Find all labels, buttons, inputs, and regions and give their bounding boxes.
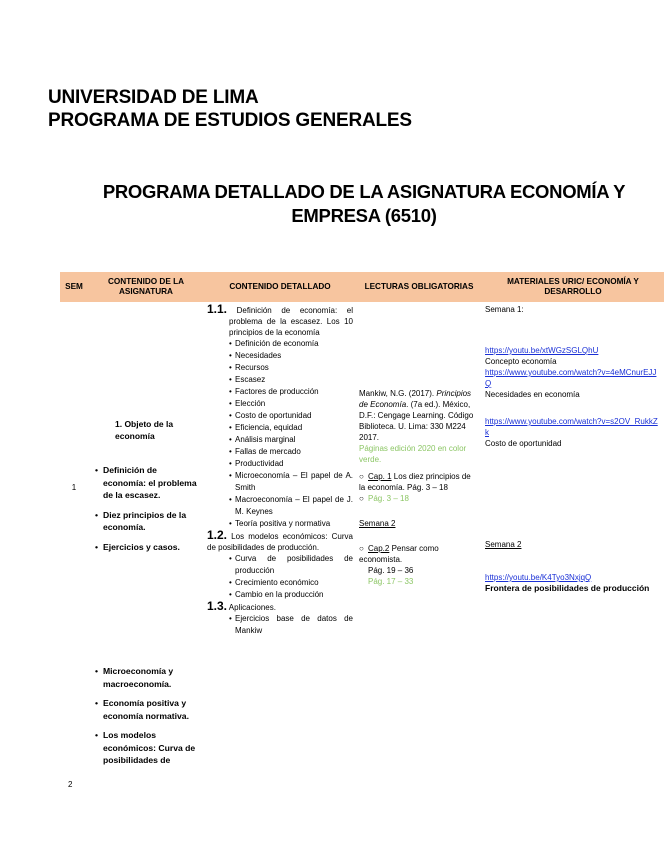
header-line-program: PROGRAMA DE ESTUDIOS GENERALES xyxy=(48,110,412,131)
week-1-label: Semana 1: xyxy=(485,305,524,314)
chapter-1-green: ○ Pág. 3 – 18 xyxy=(359,494,409,503)
link-label: Concepto economía xyxy=(485,357,557,366)
sem-cell xyxy=(60,302,88,776)
video-link-opportunity-cost[interactable]: https://www.youtube.com/watch?v=s2OV_RukkZk xyxy=(485,417,658,437)
list-item: • Economía positiva y economía normativa. xyxy=(91,697,201,722)
sem-number: 1 xyxy=(71,483,77,492)
green-note: Páginas edición 2020 en color verde. xyxy=(359,444,467,464)
table-row xyxy=(60,302,664,776)
section-text: Definición de economía: el problema de la escasez. Los 10 principios de la economía xyxy=(229,306,353,337)
list-item: • Ejercicios y casos. xyxy=(91,541,201,554)
header-contenido-detallado: CONTENIDO DETALLADO xyxy=(204,272,356,302)
list-item: • Necesidades xyxy=(225,350,353,362)
unit-title: 1. Objeto de la economía xyxy=(115,419,174,441)
reference-author: Mankiw, N.G. (2017). xyxy=(359,389,437,398)
chapter-2-green-pages: Pág. 17 – 33 xyxy=(368,577,414,586)
sem-number-2: 2 xyxy=(68,780,73,789)
link-label: Costo de oportunidad xyxy=(485,439,562,448)
list-item: • Recursos xyxy=(225,362,353,374)
header-contenido: CONTENIDO DE LA ASIGNATURA xyxy=(88,272,204,302)
list-item: • Escasez xyxy=(225,374,353,386)
link-label: Necesidades en economía xyxy=(485,390,580,399)
list-item: • Teoría positiva y normativa xyxy=(225,518,353,530)
section-number: 1.1. xyxy=(207,302,228,316)
list-item: • Curva de posibilidades de producción xyxy=(225,553,353,577)
list-item: • Factores de producción xyxy=(225,386,353,398)
chapter-1-label: Cap. 1 xyxy=(368,472,392,481)
document-title: PROGRAMA DETALLADO DE LA ASIGNATURA ECONOMÍA Y EMPRESA (6510) xyxy=(102,181,626,226)
list-item: • Macroeconomía – El papel de J. M. Keynes xyxy=(225,494,353,518)
chapter-2-text: Pensar como economista. xyxy=(359,544,439,564)
list-item: • Ejercicios base de datos de Mankiw xyxy=(225,613,353,637)
university-header xyxy=(48,86,412,132)
header-materiales: MATERIALES URIC/ ECONOMÍA Y DESARROLLO xyxy=(482,272,664,302)
list-item: • Costo de oportunidad xyxy=(225,410,353,422)
section-text: Aplicaciones. xyxy=(228,603,276,612)
table-header-row xyxy=(60,272,664,302)
section-items xyxy=(207,338,353,530)
header-line-university: UNIVERSIDAD DE LIMA xyxy=(48,87,259,108)
list-item: • Microeconomía – El papel de A. Smith xyxy=(225,470,353,494)
course-content-cell xyxy=(88,302,204,776)
video-link-concept[interactable]: https://youtu.be/xtWGzSGLQhU xyxy=(485,346,599,355)
program-table xyxy=(60,272,664,776)
section-1-2 xyxy=(207,530,353,601)
chapter-1-text: Los diez principios de la economía. Pág. 3 – 18 xyxy=(359,472,471,492)
list-item: • Productividad xyxy=(225,458,353,470)
section-1-3 xyxy=(207,601,353,637)
content-list-week2 xyxy=(91,665,201,767)
list-item: • Microeconomía y macroeconomía. xyxy=(91,665,201,690)
chapter-2-label: Cap.2 xyxy=(368,544,390,553)
chapter-1-green-pages: Pág. 3 – 18 xyxy=(368,494,409,503)
section-items xyxy=(207,613,353,637)
materials-cell xyxy=(482,302,664,776)
link-label: Frontera de posibilidades de producción xyxy=(485,583,650,593)
list-item: • Eficiencia, equidad xyxy=(225,422,353,434)
list-item: • Elección xyxy=(225,398,353,410)
reference-book-title: Principios de Economía xyxy=(359,389,472,409)
chapter-1: ○ Cap. 1 Los diez principios de la economía. Pág. 3 – 18 xyxy=(359,472,471,492)
reference xyxy=(359,388,479,443)
content-list xyxy=(91,464,201,553)
reference-details: . (7a ed.). México, D.F.: Cengage Learning. Código Biblioteca. U. Lima: 330 M224 2017. xyxy=(359,400,474,442)
list-item: • Crecimiento económico xyxy=(225,577,353,589)
list-item: • Los modelos económicos: Curva de posibilidades de xyxy=(91,729,201,767)
week-2-label: Semana 2 xyxy=(359,519,396,528)
list-item: • Definición de economía xyxy=(225,338,353,350)
section-number: 1.3. xyxy=(207,599,228,613)
header-lecturas: LECTURAS OBLIGATORIAS xyxy=(356,272,482,302)
section-number: 1.2. xyxy=(207,528,228,542)
list-item: • Definición de economía: el problema de la escasez. xyxy=(91,464,201,502)
section-items xyxy=(207,553,353,601)
chapter-2: ○ Cap.2 Pensar como economista. xyxy=(359,544,439,564)
detailed-content-cell xyxy=(204,302,356,776)
section-text: Los modelos económicos: Curva de posibilidades de producción. xyxy=(207,532,353,552)
list-item: • Cambio en la producción xyxy=(225,589,353,601)
section-1-1 xyxy=(207,304,353,530)
video-link-ppf[interactable]: https://youtu.be/K4Tyo3NxjqQ xyxy=(485,573,592,582)
header-sem: SEM xyxy=(60,272,88,302)
readings-cell xyxy=(356,302,482,776)
week-2-label: Semana 2 xyxy=(485,540,522,549)
list-item: • Análisis marginal xyxy=(225,434,353,446)
video-link-needs[interactable]: https://www.youtube.com/watch?v=4eMCnurEJJQ xyxy=(485,368,657,388)
list-item: • Diez principios de la economía. xyxy=(91,509,201,534)
chapter-2-pages: Pág. 19 – 36 xyxy=(368,566,414,575)
list-item: • Fallas de mercado xyxy=(225,446,353,458)
